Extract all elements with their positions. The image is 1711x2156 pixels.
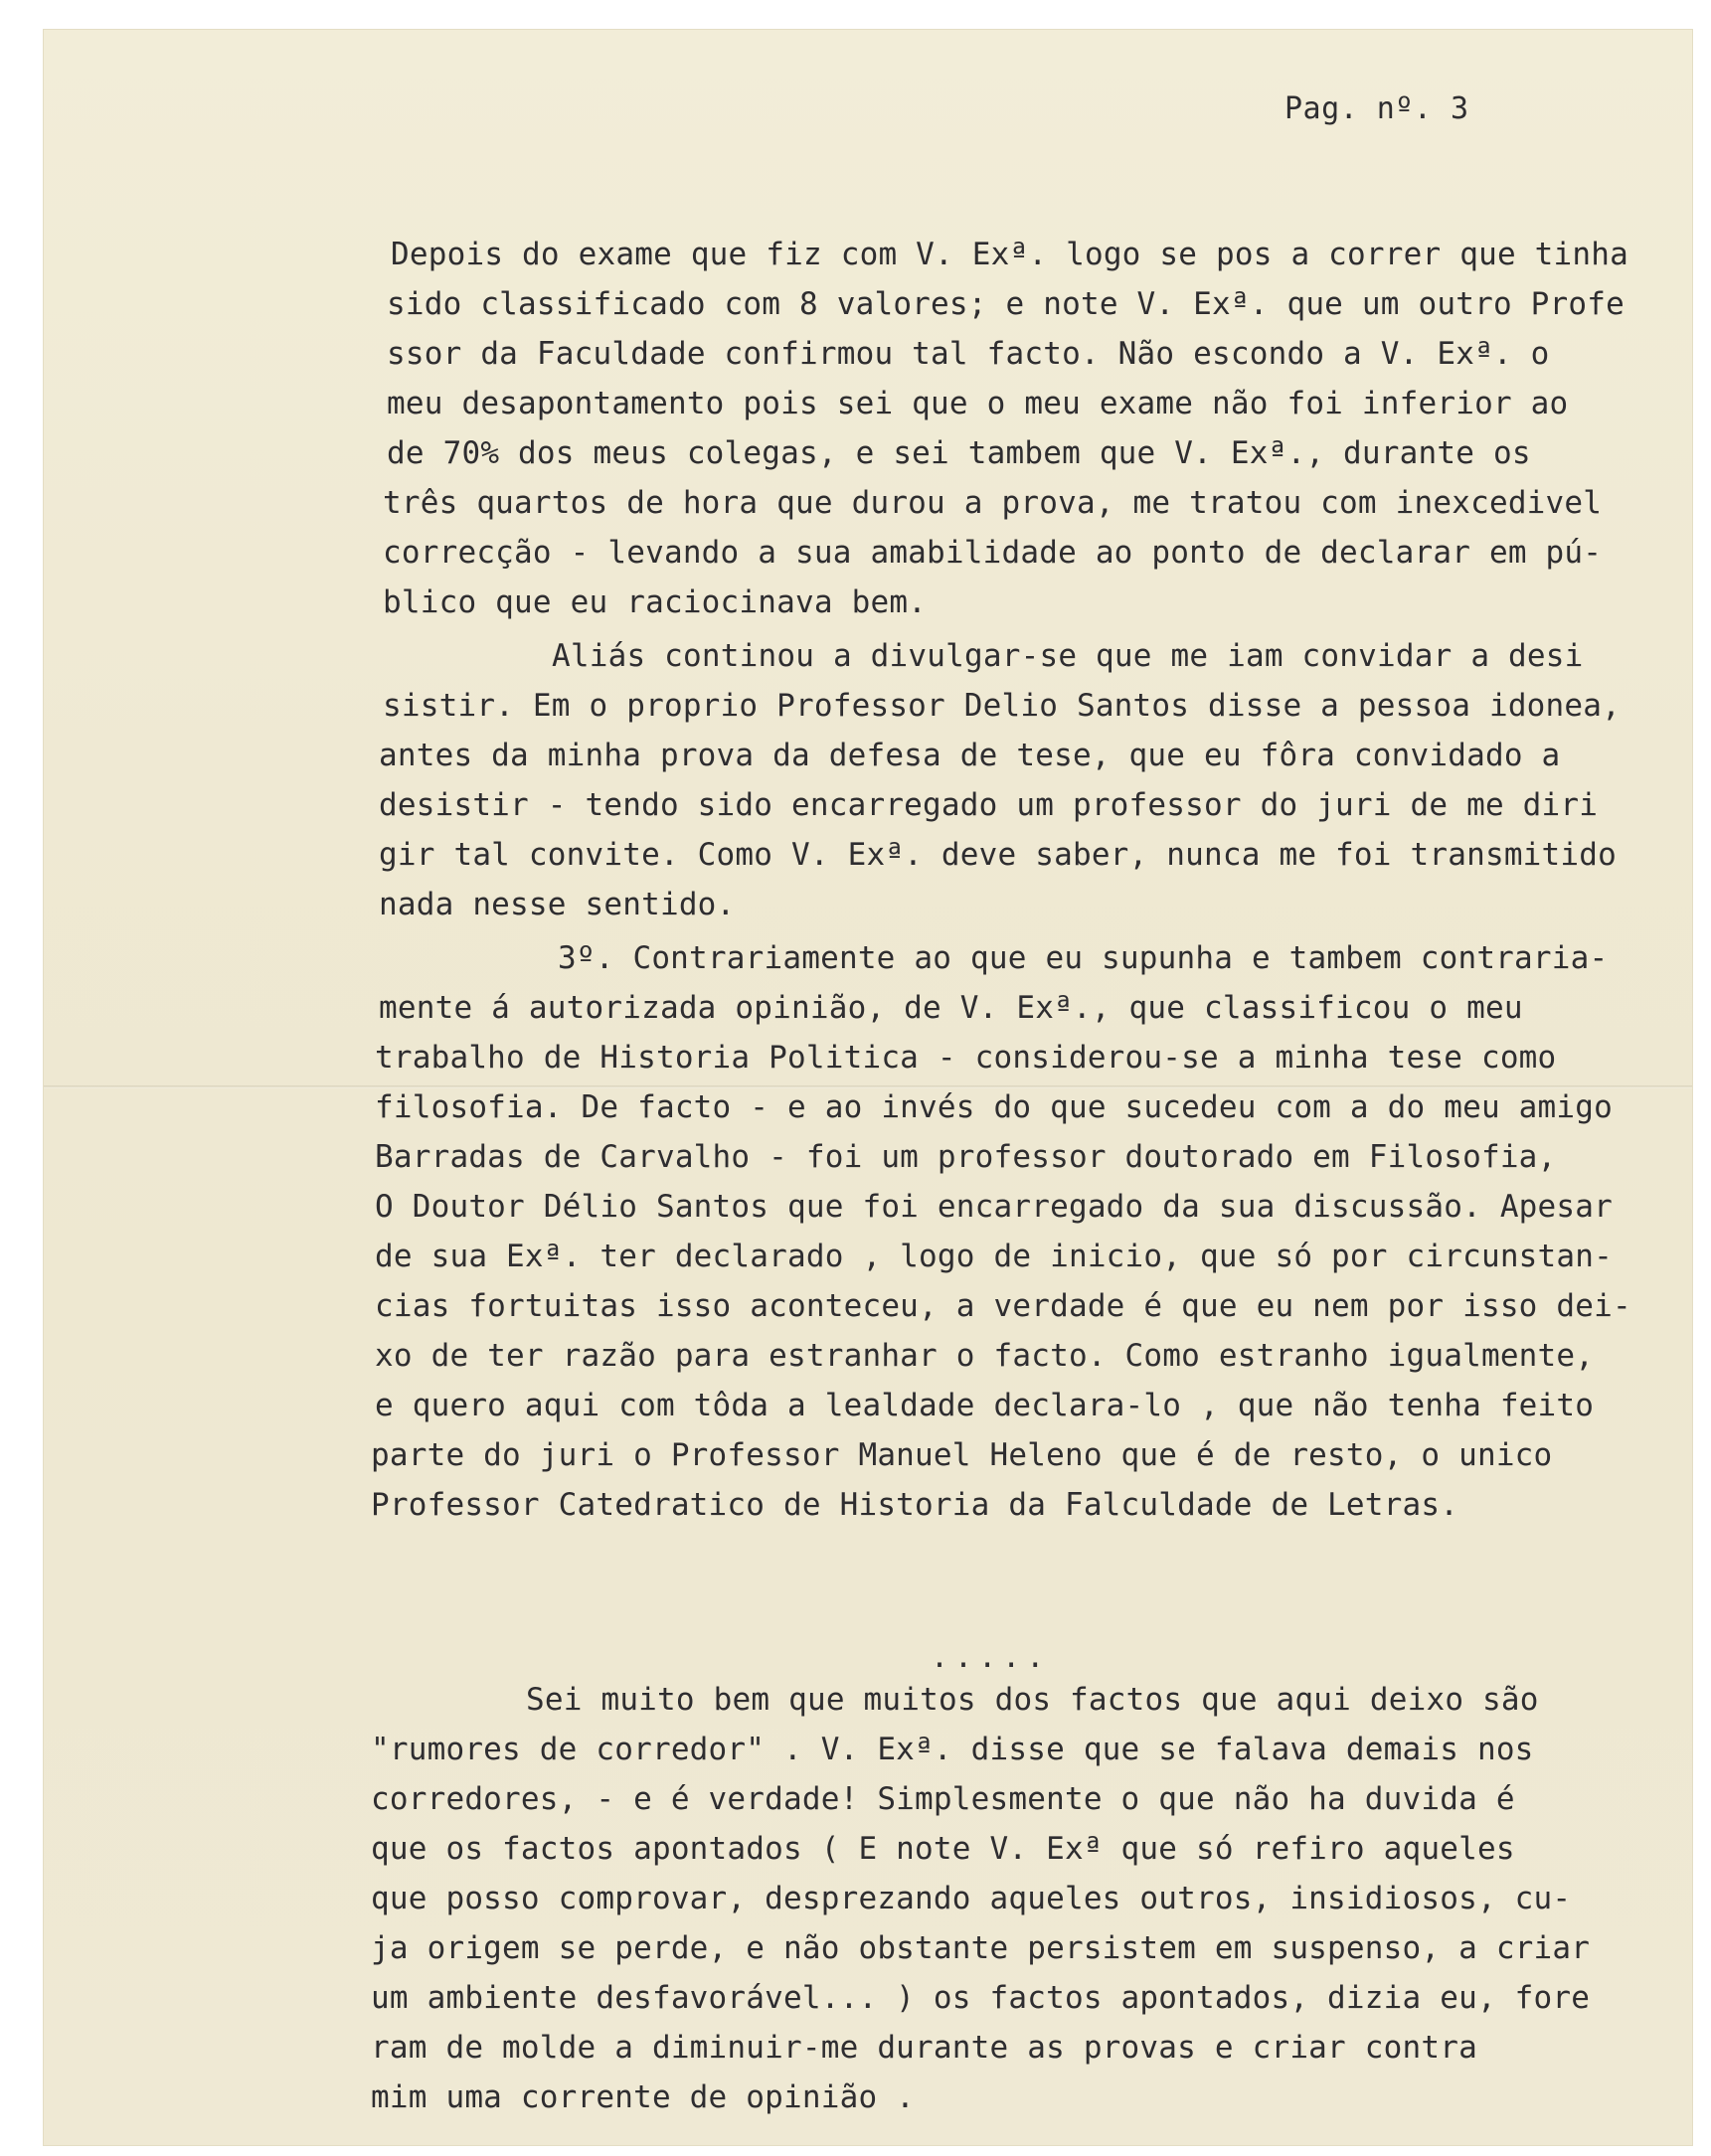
text-line: meu desapontamento pois sei que o meu exame não foi inferior ao <box>387 386 1569 421</box>
text-line: antes da minha prova da defesa de tese, que eu fôra convidado a <box>379 738 1561 773</box>
text-line: gir tal convite. Como V. Exª. deve saber, nunca me foi transmitido <box>379 837 1617 873</box>
section-separator: ..... <box>931 1640 1051 1675</box>
text-line: de 70% dos meus colegas, e sei tambem que V. Exª., durante os <box>387 435 1531 471</box>
text-line: três quartos de hora que durou a prova, me tratou com inexcedivel <box>383 485 1603 521</box>
text-line: de sua Exª. ter declarado , logo de inicio, que só por circunstan- <box>375 1239 1613 1274</box>
text-line: O Doutor Délio Santos que foi encarregado da sua discussão. Apesar <box>375 1189 1613 1225</box>
text-line: Professor Catedratico de Historia da Falculdade de Letras. <box>371 1487 1459 1523</box>
text-line: que os factos apontados ( E note V. Exª que só refiro aqueles <box>371 1831 1515 1867</box>
text-line: desistir - tendo sido encarregado um professor do juri de me diri <box>379 787 1599 823</box>
text-line: ja origem se perde, e não obstante persistem em suspenso, a criar <box>371 1930 1591 1966</box>
text-line: Sei muito bem que muitos dos factos que aqui deixo são <box>526 1682 1539 1718</box>
text-line: Barradas de Carvalho - foi um professor doutorado em Filosofia, <box>375 1139 1557 1175</box>
text-line: mente á autorizada opinião, de V. Exª., que classificou o meu <box>379 990 1523 1026</box>
text-line: sido classificado com 8 valores; e note V. Exª. que um outro Profe <box>387 286 1625 322</box>
text-line: nada nesse sentido. <box>379 887 736 922</box>
text-line: e quero aqui com tôda a lealdade declara-lo , que não tenha feito <box>375 1388 1595 1423</box>
text-line: um ambiente desfavorável... ) os factos apontados, dizia eu, fore <box>371 1980 1591 2016</box>
text-line: sistir. Em o proprio Professor Delio Santos disse a pessoa idonea, <box>383 688 1621 724</box>
text-line: xo de ter razão para estranhar o facto. Como estranho igualmente, <box>375 1338 1595 1374</box>
text-line: correcção - levando a sua amabilidade ao ponto de declarar em pú- <box>383 535 1603 571</box>
text-line: "rumores de corredor" . V. Exª. disse que se falava demais nos <box>371 1732 1534 1767</box>
text-line: filosofia. De facto - e ao invés do que sucedeu com a do meu amigo <box>375 1089 1613 1125</box>
text-line: parte do juri o Professor Manuel Heleno que é de resto, o unico <box>371 1437 1553 1473</box>
text-line: blico que eu raciocinava bem. <box>383 584 928 620</box>
text-line: corredores, - e é verdade! Simplesmente o que não ha duvida é <box>371 1781 1515 1817</box>
text-line: Aliás continou a divulgar-se que me iam convidar a desi <box>552 638 1584 674</box>
text-line: mim uma corrente de opinião . <box>371 2079 916 2115</box>
text-line: cias fortuitas isso aconteceu, a verdade é que eu nem por isso dei- <box>375 1288 1631 1324</box>
text-line: trabalho de Historia Politica - considerou-se a minha tese como <box>375 1040 1557 1076</box>
typewritten-letter-page <box>44 30 1692 2145</box>
text-line: ram de molde a diminuir-me durante as provas e criar contra <box>371 2030 1477 2066</box>
text-line: ssor da Faculdade confirmou tal facto. Não escondo a V. Exª. o <box>387 336 1550 372</box>
text-line: Depois do exame que fiz com V. Exª. logo se pos a correr que tinha <box>391 237 1628 272</box>
page-number: Pag. nº. 3 <box>1284 91 1469 126</box>
text-line: 3º. Contrariamente ao que eu supunha e tambem contraria- <box>558 940 1609 976</box>
text-line: que posso comprovar, desprezando aqueles outros, insidiosos, cu- <box>371 1881 1572 1916</box>
